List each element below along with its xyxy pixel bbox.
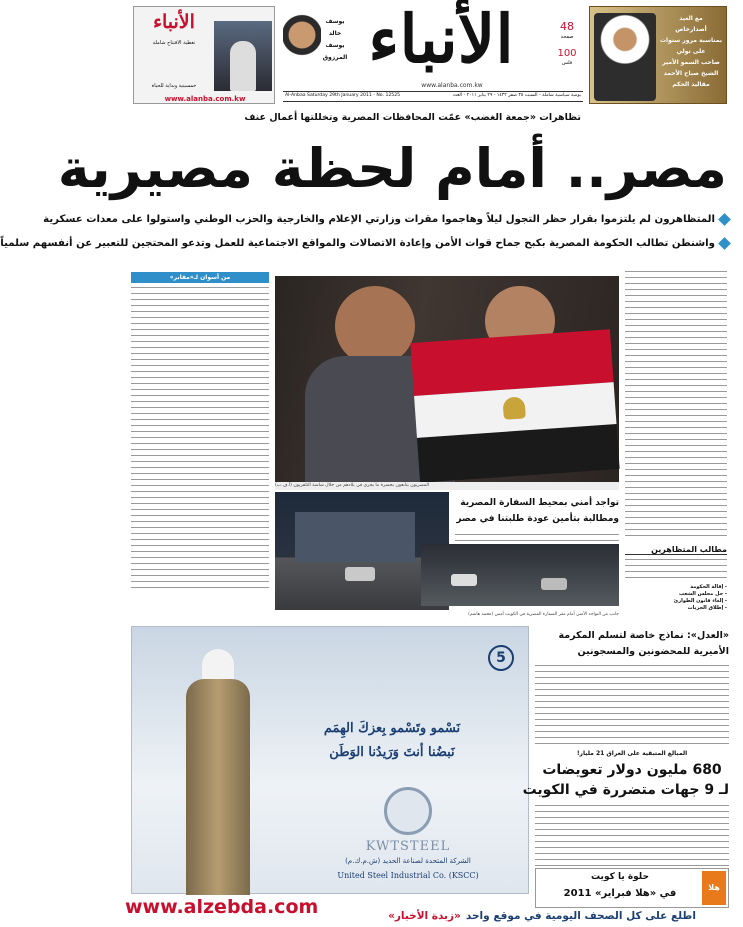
masthead (111, 0, 743, 108)
lead-story-body (625, 270, 727, 540)
hala-line-1: حلوة يا كويت (591, 872, 649, 882)
eagle-icon (502, 397, 525, 420)
columnist-photo (283, 14, 321, 74)
footer-tagline-1: اطلع على كل الصحف اليومية في موقع واحد (465, 910, 696, 922)
photo-person-left (335, 286, 415, 366)
demand-item: - حل مجلس الشعب (679, 591, 727, 597)
bullet-icon (718, 213, 731, 226)
lead-kicker[interactable]: تظاهرات «جمعة الغضب» عمّت المحافظات المصرية وتخللتها أعمال عنف (244, 112, 581, 123)
justice-subhead: المبالغ المتبقية على العراق 21 مليار! (576, 750, 688, 757)
price: 100 (557, 48, 577, 59)
columnist-name-2: خالد (328, 30, 342, 37)
justice-headline-1[interactable]: «العدل»: نماذج خاصة لتسلم المكرمة (558, 630, 729, 641)
embassy-caption: جانب من التواجد الأمني أمام مقر السفارة المصرية في الكويت أمس (محمد هاشم) (468, 612, 619, 617)
promo-website[interactable]: www.alanba.com.kw (164, 95, 246, 103)
promo-right-line-5: صاحب السمو الأمير (662, 59, 720, 66)
ad-number: 5 (488, 645, 514, 671)
kwtsteel-ad[interactable] (131, 626, 529, 894)
justice-headline-4[interactable]: لـ 9 جهات متضررة في الكويت (522, 782, 729, 798)
lead-photo-caption: المصريون يتابعون بحسرة ما يجري في بلادهم من خلال شاشة التلفزيون (أ.ف.ب) (275, 482, 619, 490)
promo-logo: الأنباء (153, 11, 195, 33)
promo-right-line-1: مع العيد (679, 15, 703, 22)
ad-slogan-2: نَبضُنا أنتَ وَرَيدُنا الوَطَن (329, 745, 455, 760)
promo-box-right[interactable] (589, 6, 727, 104)
demands-intro (625, 558, 727, 582)
hala-ribbon: هلا (702, 871, 726, 905)
promo-line-1: تغطية الافتتاح شاملة (152, 40, 196, 46)
pages-label: صفحة (560, 34, 574, 40)
sidebar-body (131, 286, 269, 589)
embassy-body (455, 533, 619, 543)
columnist-name-1: يوسف (325, 18, 345, 25)
hala-febrayer-box[interactable] (535, 868, 729, 908)
lead-deck-1-text: المتظاهرون لم يلتزموا بقرار حظر التجول ليلاً وهاجموا مقرات وزارتي الإعلام والخارجية والحزب الوطني واستولوا على معدات عسكرية (43, 214, 715, 225)
embassy-building (295, 512, 415, 562)
ad-brand: KWTSTEEL (365, 839, 451, 854)
promo-right-text (658, 13, 724, 90)
dateline-bar (283, 91, 583, 102)
lead-deck-2-text: واشنطن تطالب الحكومة المصرية بكبح جماح قوات الأمن وإعادة الاتصالات والمواقع الاجتماعية للعمل وتدعو المحتجين للتعبير عن أنفسهم سلمياً (0, 238, 715, 249)
demand-item: - إقالة الحكومة (690, 584, 727, 590)
footer-tagline-2: «زبدة الأخبار» (388, 910, 461, 922)
sidebar-header[interactable]: من أسوان لـ«مقابر» (131, 272, 269, 283)
justice-headline-2[interactable]: الأميرية للمحضونين والمسجونين (577, 646, 729, 657)
embassy-photo-2[interactable] (421, 544, 619, 606)
lead-headline[interactable]: مصر.. أمام لحظة مصيرية (57, 137, 727, 200)
justice-body-2 (535, 804, 729, 866)
lead-deck-1[interactable] (43, 212, 729, 228)
embassy-car (451, 574, 477, 586)
pages-count: 48 (560, 20, 574, 33)
promo-photo (214, 21, 272, 91)
embassy-car (541, 578, 567, 590)
ad-slogan-1: نَسْمو وتَسْمو بِعزكَ الهِمَم (323, 721, 461, 736)
promo-ruler-portrait (594, 13, 656, 101)
dateline-english: Al-Anbaa Saturday 29th January 2011 - No. 12525 (285, 93, 401, 98)
demands-list (625, 584, 727, 612)
columnist-name-3: يوسف (325, 42, 345, 49)
demand-item: - إلغاء قانون الطوارئ (673, 598, 727, 604)
promo-right-line-3: بمناسبة مرور سنوات (660, 37, 722, 44)
lead-photo[interactable] (275, 276, 619, 482)
embassy-headline-2[interactable]: ومطالبة بتأمين عودة طلبتنا في مصر (456, 514, 619, 524)
justice-body (535, 664, 729, 748)
promo-right-line-2: أصدارخاص (675, 26, 707, 33)
masthead-website[interactable]: www.alanba.com.kw (421, 82, 483, 89)
lead-deck-2[interactable] (0, 236, 729, 252)
ad-company-english: United Steel Industrial Co. (KSCC) (337, 871, 479, 880)
hala-line-2: في «هلا فبراير» 2011 (563, 888, 677, 899)
photo-egypt-flag (410, 329, 619, 483)
columnist-block (283, 8, 349, 86)
demand-item: - إطلاق الحريات (687, 605, 727, 611)
ad-ruler-figure (186, 649, 250, 895)
footer-watermark[interactable]: www.alzebda.com (125, 896, 319, 918)
bullet-icon (718, 237, 731, 250)
ad-company-arabic: الشركة المتحدة لصناعة الحديد (ش.م.ك.م) (345, 857, 471, 865)
newspaper-logo[interactable]: الأنباء (368, 0, 514, 78)
price-label: فلس (561, 60, 573, 66)
dateline-arabic: يومية سياسية شاملة - السبت ٢٥ صفر ١٤٣٢ - ٢٩ يناير ٢٠١١ - العدد (452, 93, 581, 98)
demands-title[interactable]: مطالب المتظاهرين (625, 545, 727, 555)
embassy-car (345, 567, 375, 581)
promo-line-2: خمسينية وبداية للحياة (151, 83, 197, 89)
embassy-headline-1[interactable]: تواجد أمني بمحيط السفارة المصرية (460, 498, 619, 508)
justice-headline-3[interactable]: 680 مليون دولار تعويضات (542, 762, 722, 778)
columnist-name-4: المرزوق (322, 54, 348, 61)
footer-tagline[interactable] (355, 904, 729, 924)
promo-right-line-4: على تولي (676, 48, 706, 55)
promo-figure (230, 41, 256, 91)
promo-right-line-6: الشيخ صباح الأحمد (663, 70, 719, 77)
promo-right-line-7: مقاليد الحكم (672, 81, 710, 88)
ad-brand-emblem-icon (384, 787, 432, 835)
promo-box-left[interactable] (133, 6, 275, 104)
